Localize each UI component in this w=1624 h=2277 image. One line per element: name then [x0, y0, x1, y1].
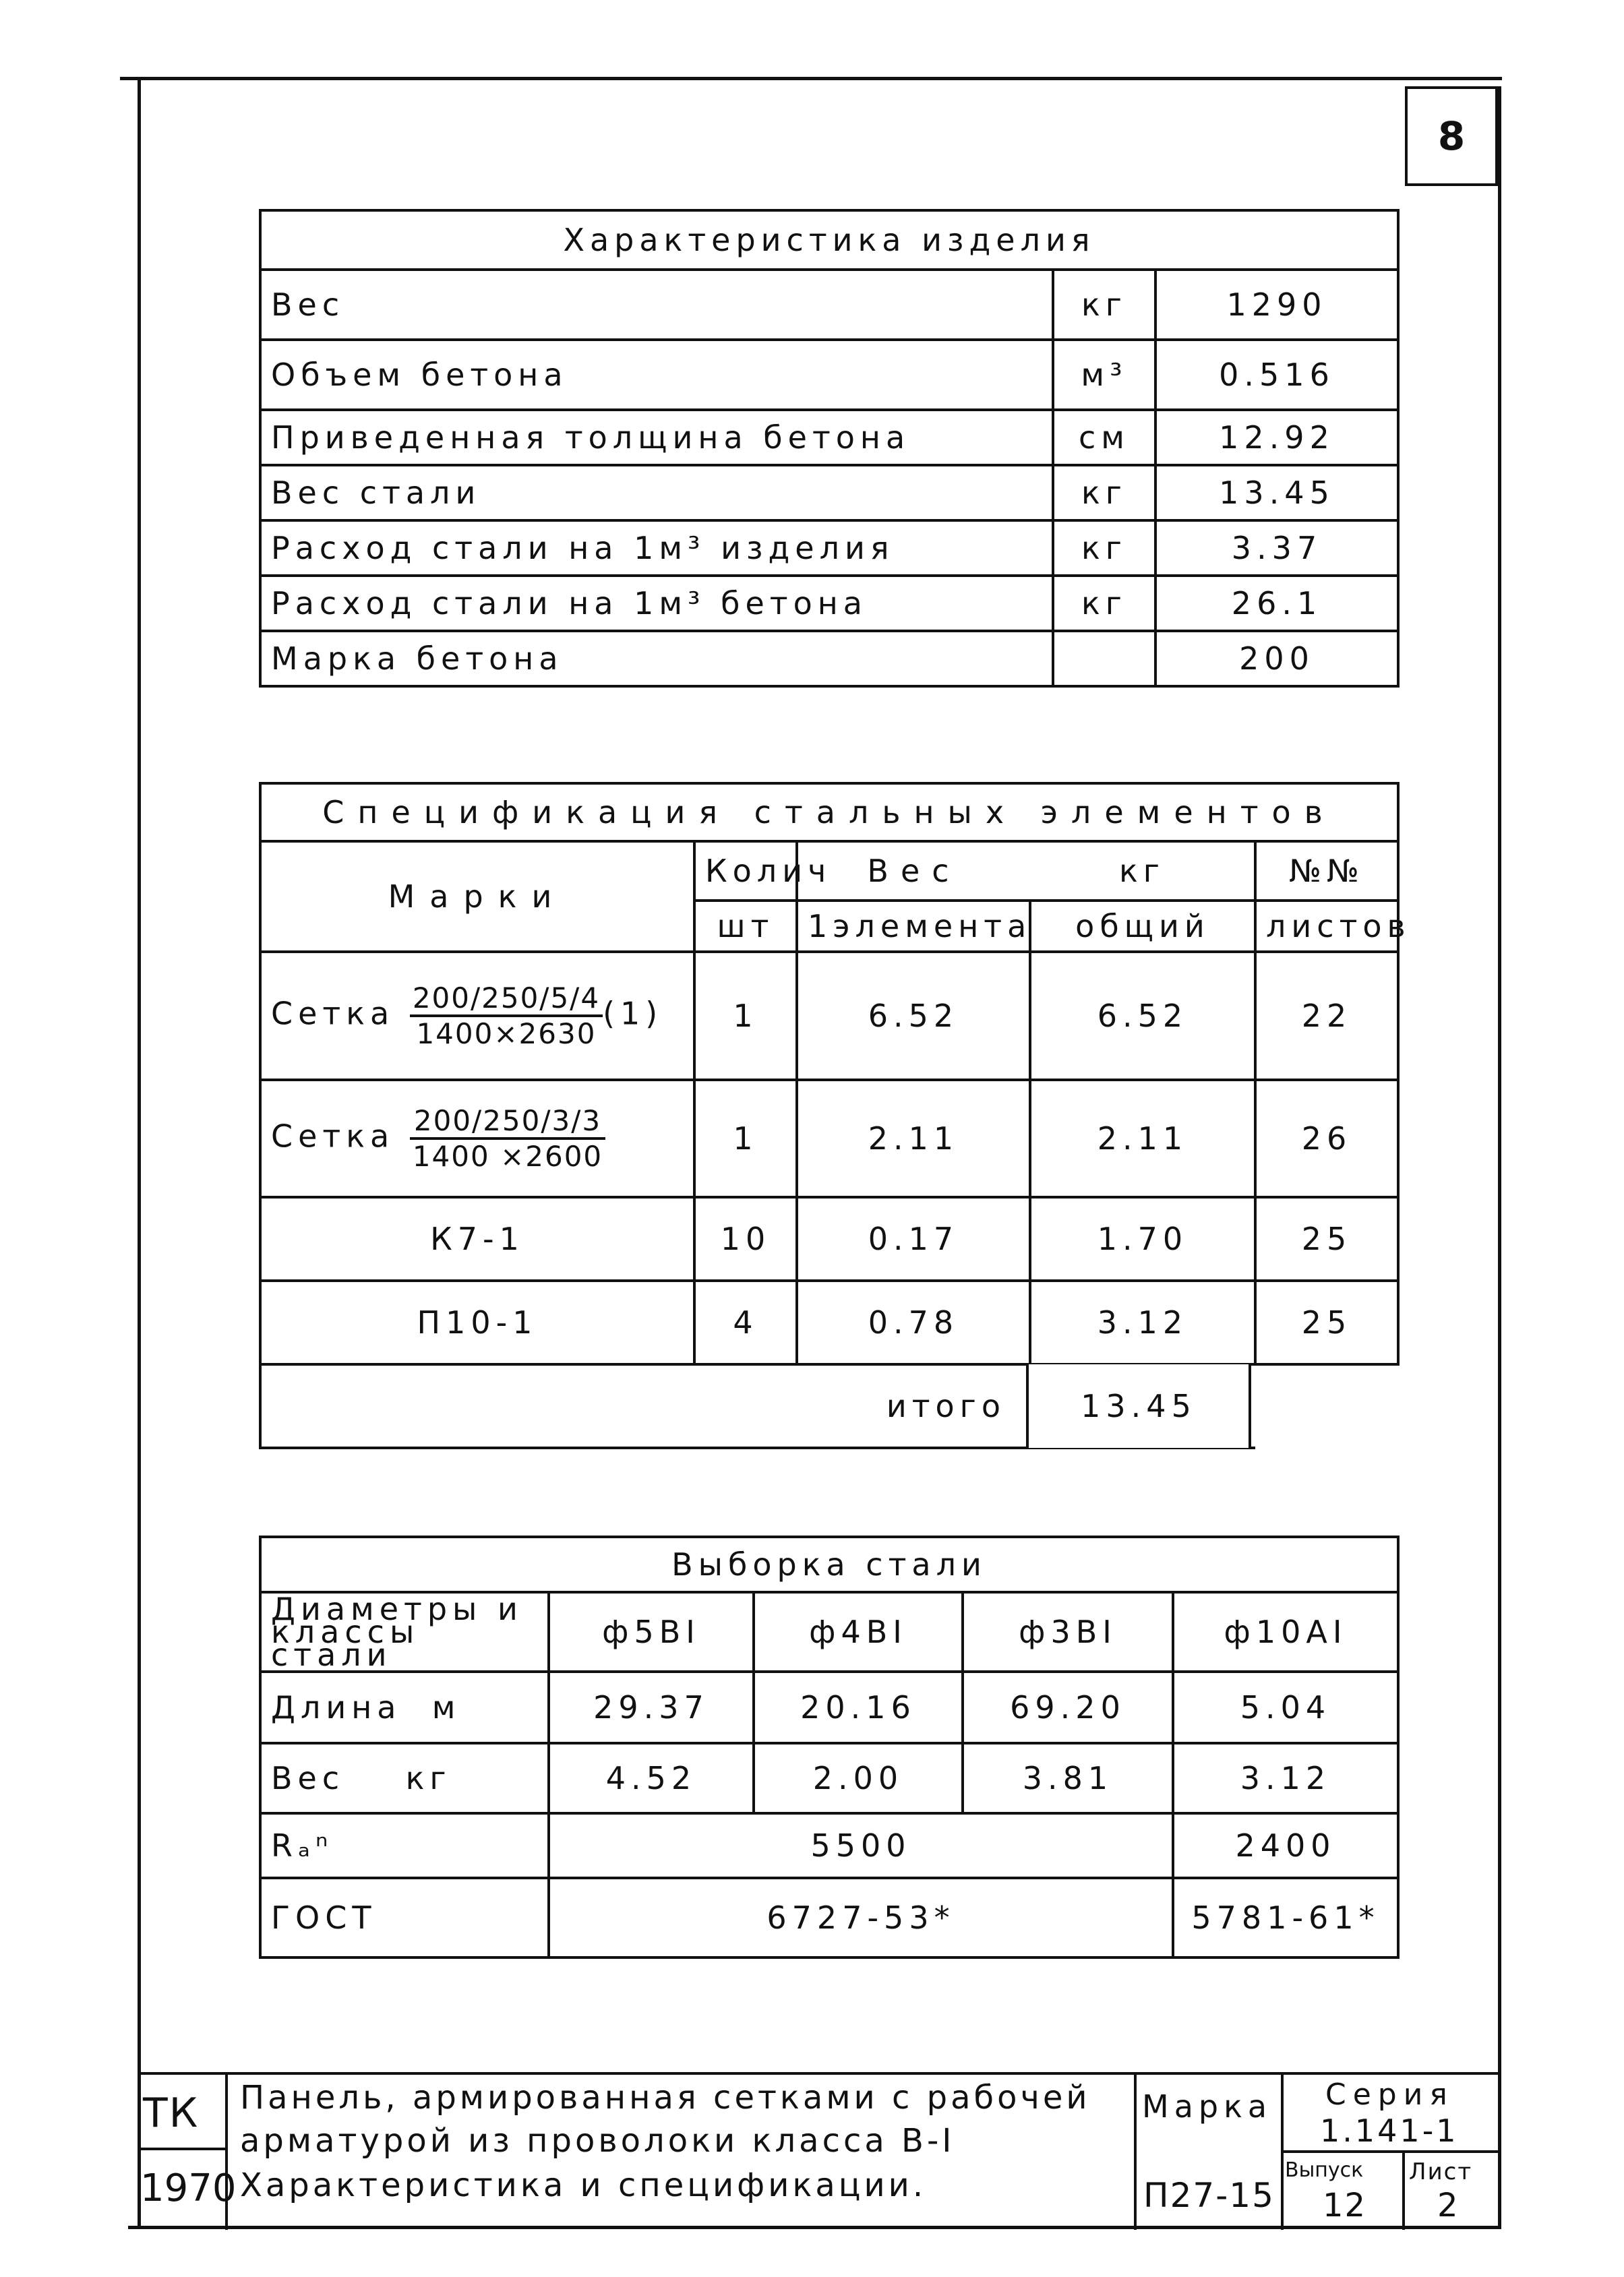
- table-row: ГОСТ 6727-53* 5781-61*: [260, 1878, 1398, 1957]
- title-block-divider: [1402, 2150, 1405, 2230]
- col-diameter: ф4ВI: [754, 1592, 963, 1672]
- marka-label: Марка: [1142, 2088, 1273, 2125]
- table-row: Марка бетона 200: [260, 631, 1398, 686]
- table-row: Rₐⁿ 5500 2400: [260, 1813, 1398, 1878]
- mesh-fraction: $\frac{200/250/5/4}{1400\times 2630}$: [410, 981, 603, 1050]
- table-row: Объем бетона м³ 0.516: [260, 340, 1398, 410]
- steel-selection-table: [259, 1536, 1400, 1959]
- table-row: П10-1 4 0.78 3.12 25: [260, 1281, 1398, 1364]
- title-block: [139, 2072, 1501, 2230]
- table-row: Вес кг 4.52 2.00 3.81 3.12: [260, 1743, 1398, 1813]
- table-row: К7-1 10 0.17 1.70 25: [260, 1197, 1398, 1281]
- frame-left-line: [138, 77, 141, 2228]
- mark-cell: Сетка $\frac{200/250/3/3}{1400 \times 2600}$: [260, 1080, 694, 1197]
- year: 1970: [140, 2166, 237, 2210]
- diameter-class-header: Диаметры и классы стали: [260, 1592, 549, 1672]
- series-label: Серия: [1325, 2077, 1454, 2112]
- table-row: Сетка $\frac{200/250/3/3}{1400 \times 2600}$ 1 2.11 2.11 26: [260, 1080, 1398, 1197]
- sheet-value: 2: [1437, 2187, 1460, 2224]
- total-weight-header: общий: [1030, 901, 1255, 952]
- issue-value: 12: [1323, 2187, 1367, 2224]
- sheets-no-header: №№: [1255, 841, 1398, 901]
- marks-header: Марки: [260, 841, 694, 952]
- frame-top-line: [120, 77, 1502, 80]
- series-value: 1.141-1: [1320, 2113, 1459, 2149]
- characteristics-table: [259, 209, 1400, 688]
- qty-header: Колич: [694, 841, 797, 901]
- mark-cell: Сетка $\frac{200/250/5/4}{1400\times 2630}$ (1): [260, 952, 694, 1080]
- sheets-header: листов: [1255, 901, 1398, 952]
- sheet-label: Лист: [1409, 2158, 1473, 2185]
- table-row: Сетка $\frac{200/250/5/4}{1400\times 2630}$ (1) 1 6.52 6.52 22: [260, 952, 1398, 1080]
- weight-header: Вес: [797, 841, 1030, 901]
- table-row: Вес кг 1290: [260, 270, 1398, 340]
- drawing-title-line-3: Характеристика и спецификации.: [240, 2166, 927, 2204]
- table-row: Расход стали на 1м³ бетона кг 26.1: [260, 576, 1398, 631]
- issue-label: Выпуск: [1285, 2158, 1364, 2182]
- col-diameter: ф5ВI: [549, 1592, 754, 1672]
- mesh-fraction: $\frac{200/250/3/3}{1400 \times 2600}$: [410, 1104, 605, 1173]
- total-label: итого: [260, 1364, 1255, 1448]
- drawing-title-line-2: арматурой из проволоки класса В-I: [240, 2122, 955, 2160]
- col-diameter: ф3ВI: [963, 1592, 1173, 1672]
- title-block-divider: [1281, 2150, 1501, 2153]
- frame-right-line: [1498, 86, 1501, 2228]
- specification-title: Спецификация стальных элементов: [260, 783, 1398, 841]
- table-row: Расход стали на 1м³ изделия кг 3.37: [260, 520, 1398, 576]
- steel-selection-title: Выборка стали: [260, 1537, 1398, 1592]
- page-number: 8: [1405, 86, 1498, 186]
- total-value: 13.45: [1026, 1364, 1251, 1448]
- specification-table: [259, 782, 1411, 1449]
- col-diameter: ф10АI: [1173, 1592, 1398, 1672]
- characteristics-title: Характеристика изделия: [260, 210, 1398, 270]
- title-block-divider: [1134, 2075, 1137, 2230]
- qty-unit-header: шт: [694, 901, 797, 952]
- drawing-title-line-1: Панель, армированная сетками с рабочей: [240, 2079, 1091, 2117]
- org-code: ТК: [143, 2090, 200, 2137]
- table-row: Вес стали кг 13.45: [260, 465, 1398, 520]
- table-row: Длина м 29.37 20.16 69.20 5.04: [260, 1672, 1398, 1743]
- weight-unit-header: кг: [1030, 841, 1255, 901]
- per-element-header: 1элемента: [797, 901, 1030, 952]
- table-row: Приведенная толщина бетона см 12.92: [260, 410, 1398, 465]
- marka-value: П27-15: [1143, 2176, 1275, 2215]
- title-block-divider: [139, 2148, 225, 2150]
